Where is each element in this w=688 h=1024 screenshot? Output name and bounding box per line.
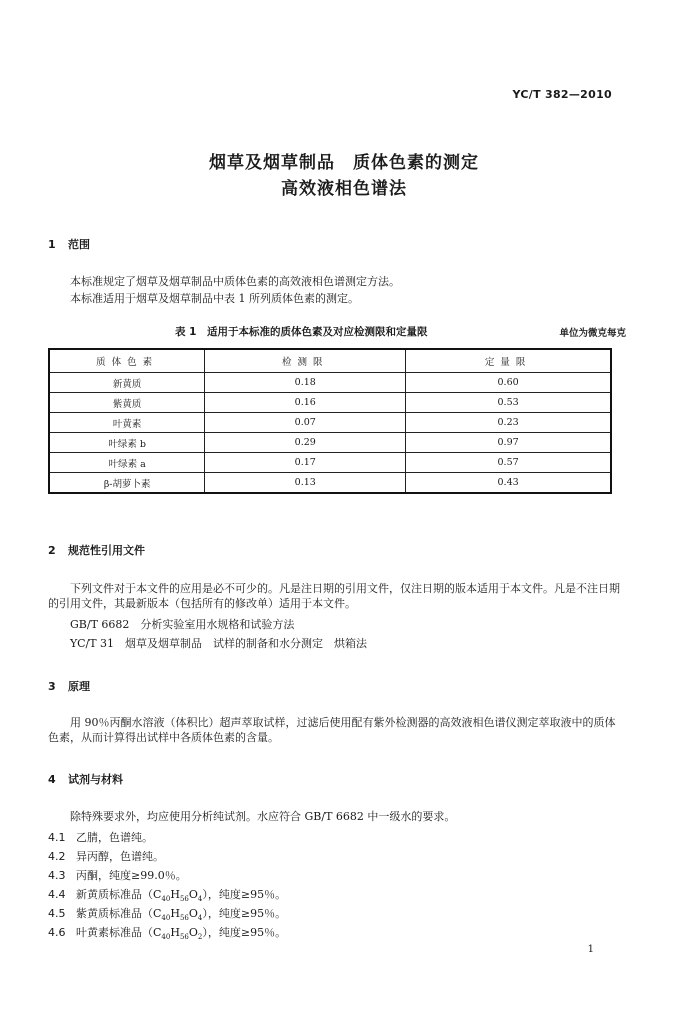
table-row [49,453,611,473]
table-cell: 0.43 [406,473,611,494]
item-number: 4.6 [48,926,66,939]
table-header-row [49,349,611,373]
item-number: 4.5 [48,907,66,920]
table-cell: 0.60 [406,373,611,393]
section-title: 试剂与材料 [68,773,123,786]
table-cell: 紫黄质 [49,393,205,413]
list-item [48,905,286,922]
list-item [48,886,286,903]
table-row [49,473,611,494]
table-row [49,433,611,453]
table-cell: 0.07 [205,413,406,433]
section-3-heading [48,678,90,694]
table-cell: 0.13 [205,473,406,494]
table-cell: 叶黄素 [49,413,205,433]
section-2-heading [48,542,145,558]
pigment-limits-table [48,348,612,494]
table-cell: 新黄质 [49,373,205,393]
list-item [48,848,164,864]
column-header: 定量限 [406,349,611,373]
list-item [48,829,153,845]
item-text: 乙腈，色谱纯。 [76,831,153,844]
section-4-heading [48,771,123,787]
section-title: 规范性引用文件 [68,544,145,557]
table-cell: 0.57 [406,453,611,473]
document-title: 烟草及烟草制品 质体色素的测定 [209,153,479,173]
list-item [48,867,187,883]
table-cell: 0.16 [205,393,406,413]
normative-reference: GB/T 6682 分析实验室用水规格和试验方法 [70,618,295,631]
table-cell: 0.18 [205,373,406,393]
section-number: 2 [48,544,56,557]
item-text: 新黄质标准品$(C_{40}H_{56}O_4)$，纯度≥95％。 [76,888,287,904]
table-cell: 叶绿素 b [49,433,205,453]
section-title: 范围 [68,238,90,251]
table-cell: 0.17 [205,453,406,473]
paragraph: 本标准规定了烟草及烟草制品中质体色素的高效液相色谱测定方法。 [70,275,400,288]
table-cell: β-胡萝卜素 [49,473,205,494]
item-number: 4.2 [48,850,66,863]
table-row [49,393,611,413]
item-text: 丙酮，纯度≥99.0％。 [76,869,187,882]
table-row [49,373,611,393]
section-number: 1 [48,238,56,251]
normative-reference: YC/T 31 烟草及烟草制品 试样的制备和水分测定 烘箱法 [70,637,368,650]
paragraph: 用 90％丙酮水溶液（体积比）超声萃取试样，过滤后使用配有紫外检测器的高效液相色谱仪测定萃取液中的质体色素，从而计算得出试样中各质体色素的含量。 [48,716,616,744]
standard-code: YC/T 382—2010 [512,88,612,101]
page-number: 1 [587,944,594,955]
paragraph: 除特殊要求外，均应使用分析纯试剂。水应符合 GB/T 6682 中一级水的要求。 [70,810,456,823]
list-item [48,924,286,941]
section-title: 原理 [68,680,90,693]
item-number: 4.4 [48,888,66,901]
section-1-heading [48,236,90,252]
table-cell: 0.53 [406,393,611,413]
table-cell: 叶绿素 a [49,453,205,473]
table-row [49,413,611,433]
column-header: 检测限 [205,349,406,373]
table-cell: 0.23 [406,413,611,433]
item-number: 4.3 [48,869,66,882]
document-subtitle: 高效液相色谱法 [281,179,407,199]
table-cell: 0.97 [406,433,611,453]
item-number: 4.1 [48,831,66,844]
section-number: 3 [48,680,56,693]
item-text: 紫黄质标准品$(C_{40}H_{56}O_4)$，纯度≥95％。 [76,907,287,923]
table-cell: 0.29 [205,433,406,453]
table-unit: 单位为微克每克 [559,328,626,339]
paragraph: 本标准适用于烟草及烟草制品中表 1 所列质体色素的测定。 [70,292,359,305]
section-number: 4 [48,773,56,786]
item-text: 叶黄素标准品$(C_{40}H_{56}O_2)$，纯度≥95％。 [76,926,287,942]
paragraph: 下列文件对于本文件的应用是必不可少的。凡是注日期的引用文件，仅注日期的版本适用于本文件。凡是不注日期的引用文件，其最新版本（包括所有的修改单）适用于本文件。 [48,582,620,610]
column-header: 质体色素 [49,349,205,373]
table-caption: 表 1 适用于本标准的质体色素及对应检测限和定量限 [175,326,428,338]
item-text: 异丙醇，色谱纯。 [76,850,164,863]
